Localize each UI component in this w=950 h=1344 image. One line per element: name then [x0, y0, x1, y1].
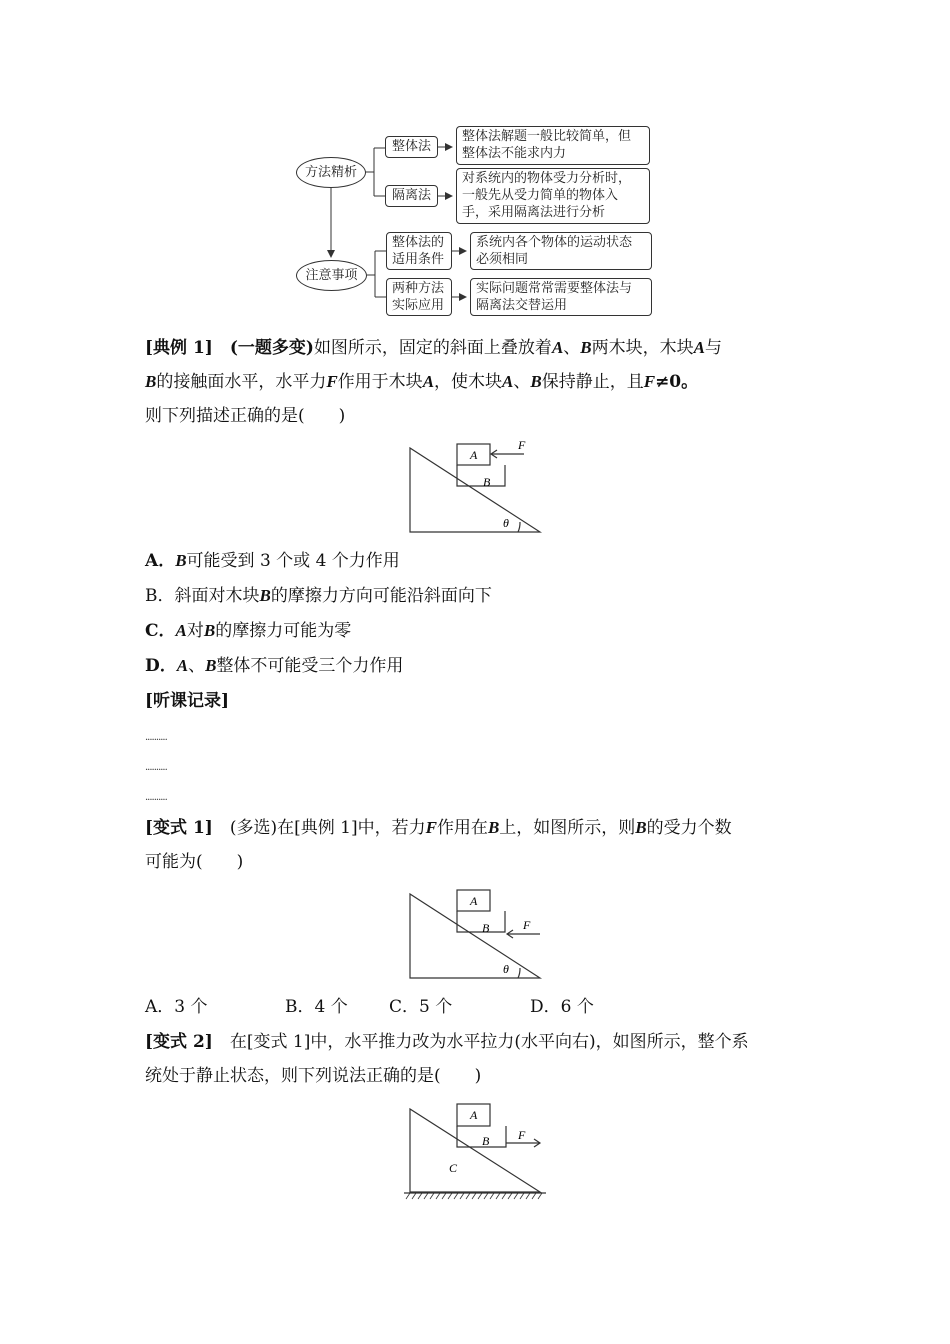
- var-a: A: [551, 338, 564, 357]
- option-c: [145, 619, 351, 643]
- label-c: C: [449, 1161, 458, 1175]
- text: 可能为( ): [145, 852, 244, 872]
- text: 对: [186, 621, 204, 641]
- var-a: A: [502, 372, 514, 391]
- var-b: B: [635, 818, 647, 837]
- var-b: B: [487, 818, 500, 837]
- notes-oval: [296, 260, 367, 291]
- var-b: B: [580, 338, 592, 357]
- variant1-line2: [145, 850, 243, 874]
- label-f: F: [523, 918, 531, 932]
- figure-example1: [400, 436, 550, 538]
- var-f: F: [425, 818, 437, 837]
- whole-method-box: [385, 136, 438, 158]
- option-d: [145, 654, 403, 678]
- cond-label-box: [386, 232, 452, 270]
- variant2-line2: [145, 1064, 481, 1088]
- text: B．斜面对木块: [145, 586, 260, 606]
- two-label-box: [386, 278, 452, 316]
- var-b: B: [145, 372, 157, 391]
- ground-hatch: [406, 1193, 542, 1199]
- var-a: A: [175, 621, 187, 640]
- var-b: B: [175, 551, 187, 570]
- label-b: B: [483, 475, 491, 489]
- text: 统处于静止状态，则下列说法正确的是( ): [145, 1066, 482, 1086]
- text: 、: [513, 372, 531, 392]
- text: ≠0。: [655, 372, 699, 392]
- text: A．: [145, 551, 176, 571]
- note-dots: ..........: [145, 732, 167, 743]
- label-a: A: [470, 894, 478, 908]
- text: (多选)在[典例 1]中，若力: [229, 818, 426, 838]
- option-b: [145, 584, 492, 608]
- notes-label: 注意事项: [305, 268, 358, 283]
- figure-variant2: [400, 1098, 550, 1202]
- cond-desc-line: 系统内各个物体的运动状态: [476, 235, 633, 250]
- text: 保持静止，且: [541, 372, 644, 392]
- label-f: F: [518, 1128, 526, 1142]
- example1-line2: [145, 370, 698, 394]
- text: 则下列描述正确的是( ): [145, 406, 346, 426]
- theta-arc: [518, 522, 520, 532]
- text: 的接触面水平，水平力: [156, 372, 327, 392]
- isolate-desc-line: 手，采用隔离法进行分析: [462, 205, 606, 220]
- two-label-line: 实际应用: [392, 298, 445, 313]
- text: 、: [188, 656, 206, 676]
- variant2-line1: [145, 1030, 749, 1054]
- text: 与: [704, 338, 722, 358]
- isolate-method-box: [385, 185, 438, 207]
- isolate-desc-line: 一般先从受力简单的物体入: [462, 188, 619, 203]
- cond-desc-box: [470, 232, 652, 270]
- text: 作用于木块: [337, 372, 423, 392]
- option-b: B．4 个: [285, 997, 348, 1017]
- var-b: B: [203, 621, 216, 640]
- variant-tag: [变式 1]: [145, 818, 213, 838]
- note-dots: ..........: [145, 792, 167, 803]
- note-dots: ..........: [145, 762, 167, 773]
- text: 作用在: [436, 818, 488, 838]
- isolate-desc-box: [456, 168, 650, 224]
- example1-line3: [145, 404, 345, 428]
- text: 如图所示，固定的斜面上叠放着: [313, 338, 552, 358]
- text: 上，如图所示，则: [499, 818, 636, 838]
- var-b: B: [205, 656, 217, 675]
- text: 的受力个数: [646, 818, 732, 838]
- var-a: A: [693, 338, 705, 357]
- label-a: A: [470, 1108, 478, 1122]
- var-a: A: [422, 372, 435, 391]
- whole-desc-line: 整体法解题一般比较简单，但: [462, 129, 632, 144]
- text: C．: [145, 621, 176, 641]
- variant1-line1: [145, 816, 732, 840]
- example-subtitle: (一题多变): [229, 338, 314, 358]
- method-oval: [296, 157, 366, 188]
- var-f: F: [643, 372, 656, 391]
- text: 在[变式 1]中，水平推力改为水平拉力(水平向右)，如图所示，整个系: [229, 1032, 749, 1052]
- option-a: [145, 549, 400, 573]
- two-desc-box: [470, 278, 652, 316]
- option-a: A．3 个: [145, 997, 208, 1017]
- option-d: D．6 个: [530, 997, 594, 1017]
- isolate-desc-line: 对系统内的物体受力分析时，: [462, 171, 632, 186]
- option-c: C．5 个: [389, 997, 453, 1017]
- theta-arc: [518, 968, 520, 978]
- text: 两木块，木块: [591, 338, 694, 358]
- text: 整体不可能受三个力作用: [216, 656, 404, 676]
- label-theta: θ: [503, 962, 509, 976]
- whole-desc-line: 整体法不能求内力: [462, 146, 567, 161]
- text: [听课记录]: [145, 691, 230, 711]
- cond-label-line: 整体法的: [392, 235, 445, 250]
- example-tag: [典例 1]: [145, 338, 213, 358]
- label-a: A: [470, 448, 478, 462]
- text: 的摩擦力方向可能沿斜面向下: [270, 586, 492, 606]
- two-desc-line: 实际问题常常需要整体法与: [476, 281, 633, 296]
- cond-desc-line: 必须相同: [476, 252, 529, 267]
- whole-desc-box: [456, 126, 650, 165]
- label-b: B: [482, 1134, 490, 1148]
- text: 、: [563, 338, 581, 358]
- two-label-line: 两种方法: [392, 281, 445, 296]
- whole-method-label: 整体法: [391, 139, 431, 154]
- text: D．: [145, 656, 177, 676]
- isolate-method-label: 隔离法: [391, 188, 431, 203]
- cond-label-line: 适用条件: [392, 252, 445, 267]
- two-desc-line: 隔离法交替运用: [476, 298, 568, 313]
- label-b: B: [482, 921, 490, 935]
- notes-title: [145, 689, 229, 713]
- var-f: F: [326, 372, 338, 391]
- text: 的摩擦力可能为零: [215, 621, 352, 641]
- variant-tag: [变式 2]: [145, 1032, 213, 1052]
- label-f: F: [518, 438, 526, 452]
- var-b: B: [530, 372, 542, 391]
- label-theta: θ: [503, 516, 509, 530]
- var-b: B: [259, 586, 271, 605]
- text: 可能受到 3 个或 4 个力作用: [186, 551, 400, 571]
- figure-variant1: [400, 882, 550, 984]
- var-a: A: [176, 656, 189, 675]
- example1-line1: [145, 336, 722, 360]
- text: ，使木块: [434, 372, 503, 392]
- method-label: 方法精析: [304, 165, 357, 180]
